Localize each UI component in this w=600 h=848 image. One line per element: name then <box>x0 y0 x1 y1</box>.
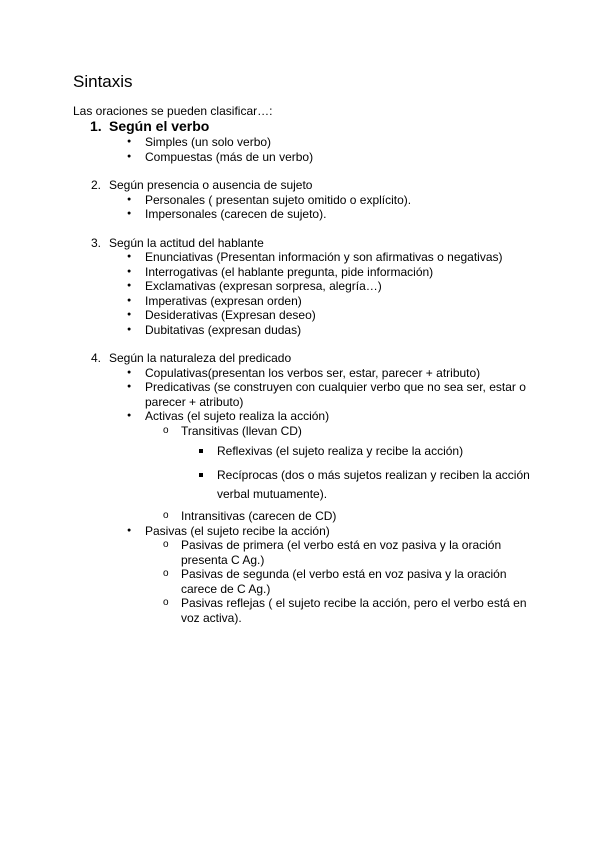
list-item: ● Imperativas (expresan orden) <box>109 294 540 309</box>
list-item: ● Compuestas (más de un verbo) <box>109 150 540 165</box>
section-number: 3. <box>91 235 102 250</box>
list-item-transitivas <box>145 424 540 505</box>
list-item: ● Desiderativas (Expresan deseo) <box>109 308 540 323</box>
page-title: Sintaxis <box>73 72 133 91</box>
list-item: ● Impersonales (carecen de sujeto). <box>109 207 540 222</box>
section-2-items <box>109 193 540 222</box>
list-item: ● Predicativas (se construyen con cualquier verbo que no sea ser, estar o parecer + atributo) <box>109 380 540 409</box>
list-item: Reflexivas (el sujeto realiza y recibe la acción) <box>181 442 540 461</box>
list-item: ● Simples (un solo verbo) <box>109 135 540 150</box>
list-item: ● Enunciativas (Presentan información y son afirmativas o negativas) <box>109 250 540 265</box>
transitivas-sublist <box>181 442 540 504</box>
section-2 <box>73 178 540 222</box>
list-item-label: Transitivas (llevan CD) <box>181 423 302 438</box>
section-heading: Según el verbo <box>109 118 210 134</box>
section-3 <box>73 236 540 338</box>
list-item: ● Dubitativas (expresan dudas) <box>109 323 540 338</box>
section-heading: Según la naturaleza del predicado <box>109 351 292 365</box>
list-item: o Intransitivas (carecen de CD) <box>145 509 540 524</box>
section-heading: Según presencia o ausencia de sujeto <box>109 178 313 192</box>
section-4 <box>73 351 540 625</box>
section-number: 4. <box>91 351 102 365</box>
classification-list <box>73 118 540 625</box>
list-item: Recíprocas (dos o más sujetos realizan y reciben la acción verbal mutuamente). <box>181 466 540 504</box>
section-4-items <box>109 366 540 626</box>
section-heading: Según la actitud del hablante <box>109 235 264 250</box>
list-item: ● Copulativas(presentan los verbos ser, estar, parecer + atributo) <box>109 366 540 381</box>
list-item-label: Activas (el sujeto realiza la acción) <box>145 409 330 423</box>
list-item: o Pasivas de segunda (el verbo está en voz pasiva y la oración carece de C Ag.) <box>145 567 540 596</box>
activas-sublist <box>145 424 540 524</box>
section-number: 2. <box>91 178 102 192</box>
list-item: ● Exclamativas (expresan sorpresa, alegría…) <box>109 279 540 294</box>
intro-text: Las oraciones se pueden clasificar…: <box>73 104 273 118</box>
list-item-pasivas <box>109 524 540 626</box>
list-item: o Pasivas de primera (el verbo está en voz pasiva y la oración presenta C Ag.) <box>145 538 540 567</box>
list-item: ● Interrogativas (el hablante pregunta, pide información) <box>109 265 540 280</box>
pasivas-sublist <box>145 538 540 625</box>
section-number: 1. <box>90 118 102 134</box>
list-item: o Pasivas reflejas ( el sujeto recibe la acción, pero el verbo está en voz activa). <box>145 596 540 625</box>
list-item-activas <box>109 409 540 524</box>
list-item: ● Personales ( presentan sujeto omitido o explícito). <box>109 193 540 208</box>
section-3-items <box>109 250 540 337</box>
section-1-items <box>109 135 540 164</box>
section-1 <box>73 118 540 164</box>
list-item-label: Pasivas (el sujeto recibe la acción) <box>145 523 330 538</box>
